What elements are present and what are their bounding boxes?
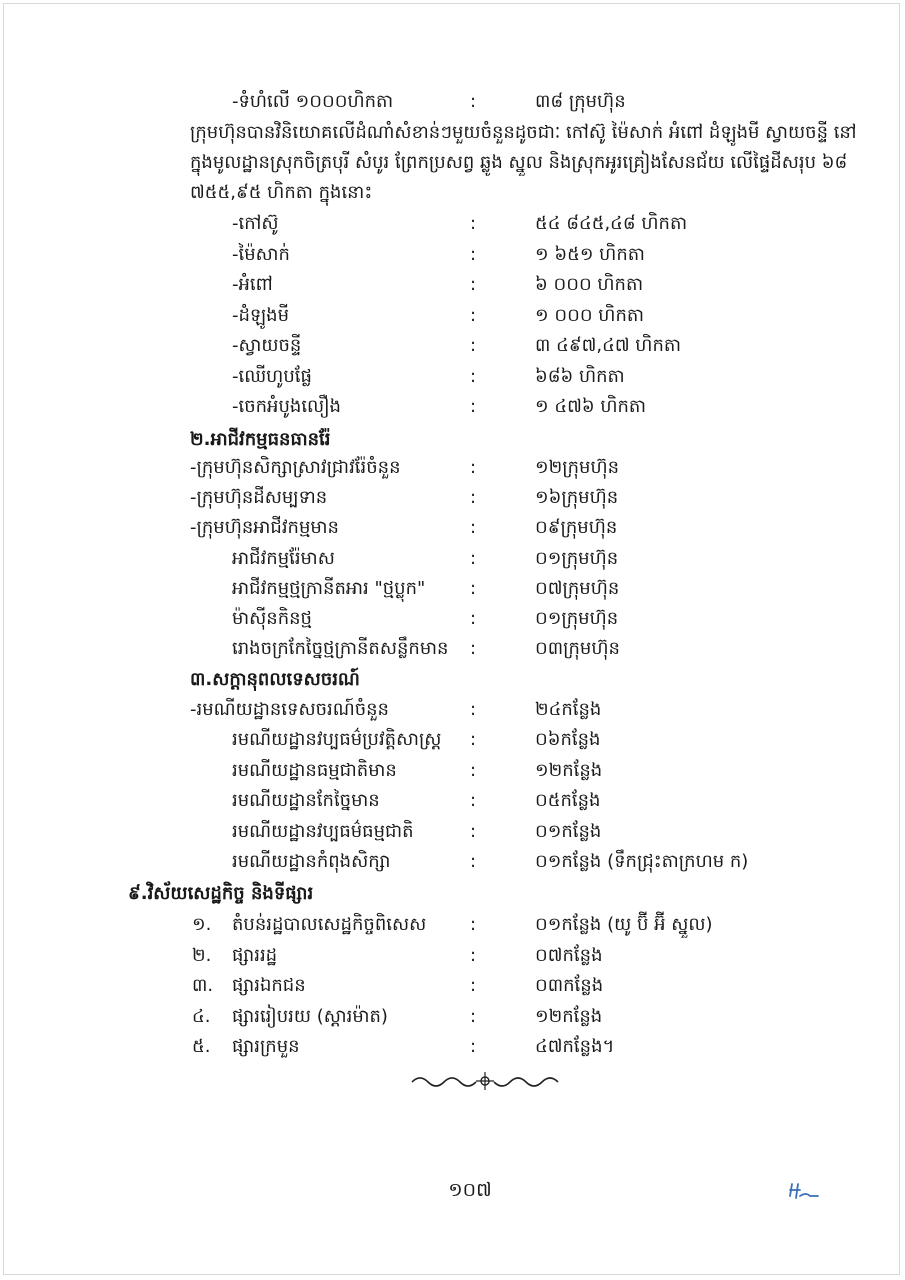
section4-heading: ៩.វិស័យសេដ្ឋកិច្ច និងទីផ្សារ [128,883,314,904]
market-row-value: ០៣កន្លែង [535,975,604,997]
mining-row-label: -ក្រុមហ៊ុនអាជីវកម្មមាន [190,517,339,539]
market-row-label: ផ្សាររដ្ឋ [232,944,278,966]
crop-value: ៦ ០០០ ហិកតា [535,274,644,295]
mining-row-label: រោងចក្រកែច្នៃថ្មក្រានីតសន្លឹកមាន [232,638,449,660]
tourism-row-label: រមណីយដ្ឋានវប្បធម៌ធម្មជាតិ [232,820,414,842]
crop-value: ១ ៦៥១ ហិកតា [535,243,645,265]
market-row-value: ០៧កន្លែង [535,944,603,966]
mining-row-value: ១២ក្រុមហ៊ុន [535,457,620,478]
intro-label: -ទំហំលើ ១០០០ហិកតា [232,91,394,112]
intro-value: ៣៨ ក្រុមហ៊ុន [535,91,626,112]
crop-value: ៦៨៦ ហិកតា [535,365,625,387]
crop-label: -ម៉ៃសាក់ [232,243,290,265]
tourism-row-value: ០១កន្លែង (ទឹកជ្រុះតាក្រហម ក) [535,851,749,872]
mining-row-label: អាជីវកម្មថ្មក្រានីតអារ "ថ្មប្លុក" [232,577,426,599]
tourism-row-value: ០៥កន្លែង [535,790,601,812]
market-row-number: ៤. [192,1005,211,1027]
tourism-row-label: រមណីយដ្ឋានកែច្នៃមាន [232,790,380,812]
crop-colon: : [470,274,477,295]
tourism-row-colon: : [470,699,477,720]
tourism-row-colon: : [470,790,477,812]
crop-colon: : [470,365,477,387]
tourism-row-value: ១២កន្លែង [535,759,603,781]
tourism-row-value: ០៦កន្លែង [535,729,601,751]
crop-colon: : [470,335,477,356]
mining-row-colon: : [470,457,477,478]
mining-row-label: អាជីវកម្មរ៉ែមាស [232,547,335,569]
crop-colon: : [470,304,477,326]
crop-colon: : [470,213,477,234]
mining-row-colon: : [470,517,477,539]
crop-value: ១ ៤៧៦ ហិកតា [535,396,647,417]
market-row-number: ២. [192,944,212,966]
crop-label: -ឈើហូបផ្លែ [232,365,312,387]
crop-colon: : [470,396,477,417]
mining-row-value: ១៦ក្រុមហ៊ុន [535,487,619,509]
section2-heading: ២.អាជីវកម្មធនធានរ៉ែ [190,429,331,450]
tourism-row-value: ២៤កន្លែង [535,699,602,720]
crop-label: -អំពៅ [232,274,273,295]
crop-value: ៣ ៤៩៧,៤៧ ហិកតា [535,335,682,356]
tourism-row-colon: : [470,851,477,872]
crop-label: -ដំឡូងមី [232,304,290,326]
ornament-divider [410,1070,560,1092]
crop-value: ១ ០០០ ហិកតា [535,304,645,326]
signature-mark [786,1180,822,1202]
tourism-row-label: រមណីយដ្ឋានវប្បធម៌ប្រវត្តិសាស្ត្រ [232,729,442,751]
tourism-row-value: ០១កន្លែង [535,820,602,842]
market-row-label: តំបន់រដ្ឋបាលសេដ្ឋកិច្ចពិសេស [232,914,427,935]
crop-label: -កៅស៊ូ [232,213,279,234]
market-row-colon: : [470,944,477,966]
market-row-number: ៣. [192,975,214,997]
market-row-colon: : [470,1036,477,1058]
market-row-label: ផ្សារក្រមួន [232,1036,300,1058]
tourism-row-colon: : [470,820,477,842]
tourism-row-colon: : [470,759,477,781]
page-number: ១០៧ [448,1179,492,1201]
tourism-row-label: រមណីយដ្ឋានកំពុងសិក្សា [232,851,391,872]
market-row-number: ៥. [192,1036,211,1058]
market-row-value: ០១កន្លែង (យូ ប៊ី អ៊ី ស្នួល) [535,914,713,935]
market-row-colon: : [470,914,477,935]
paragraph-text: ក្រុមហ៊ុនបានវិនិយោគលើដំណាំសំខាន់ៗមួយចំនួនដូចជាៈ កៅស៊ូ ម៉ៃសាក់ អំពៅ ដំឡូងមី ស្វាយចន្ទី នៅក្នុងមូលដ្ឋានស្រុកចិត្របុរី សំបូរ ព្រែកប្រសព្វ ឆ្លូង ស្នួល និងស្រុកអូរគ្រៀងសែនជ័យ លើផ្ទៃដីសរុប ៦៨ ៧៥៥,៩៥ ហិកតា ក្នុងនោះ [190,122,857,203]
mining-row-label: -ក្រុមហ៊ុនដីសម្បទាន [190,487,328,509]
crop-colon: : [470,243,477,265]
intro-colon: : [470,91,477,112]
mining-row-label: ម៉ាស៊ីនកិនថ្ម [232,608,312,629]
mining-row-colon: : [470,547,477,569]
market-row-colon: : [470,975,477,997]
tourism-row-colon: : [470,729,477,751]
market-row-value: ៤៧កន្លែង។ [535,1036,615,1058]
mining-row-value: ០៣ក្រុមហ៊ុន [535,638,620,660]
market-row-label: ផ្សាររៀបរយ (ស្តារម៉ាត) [232,1005,388,1027]
crop-label: -ចេកអំបូងលឿង [232,396,341,417]
market-row-colon: : [470,1005,477,1027]
tourism-row-label: -រមណីយដ្ឋានទេសចរណ៍ចំនួន [190,699,389,720]
mining-row-value: ០១ក្រុមហ៊ុន [535,608,619,629]
mining-row-colon: : [470,638,477,660]
mining-row-value: ០១ក្រុមហ៊ុន [535,547,619,569]
crop-value: ៥៤ ៨៤៥,៤៨ ហិកតា [535,213,688,234]
mining-row-value: ០៧ក្រុមហ៊ុន [535,577,620,599]
market-row-label: ផ្សារឯកជន [232,975,306,997]
crop-label: -ស្វាយចន្ទី [232,335,302,356]
mining-row-label: -ក្រុមហ៊ុនសិក្សាស្រាវជ្រាវរ៉ែចំនួន [190,457,401,478]
mining-row-colon: : [470,608,477,629]
mining-row-colon: : [470,487,477,509]
intro-paragraph [190,118,860,208]
market-row-value: ១២កន្លែង [535,1005,603,1027]
tourism-row-label: រមណីយដ្ឋានធម្មជាតិមាន [232,759,397,781]
mining-row-colon: : [470,577,477,599]
market-row-number: ១. [192,914,212,935]
mining-row-value: ០៩ក្រុមហ៊ុន [535,517,618,539]
section3-heading: ៣.សក្តានុពលទេសចរណ៍ [190,669,360,690]
